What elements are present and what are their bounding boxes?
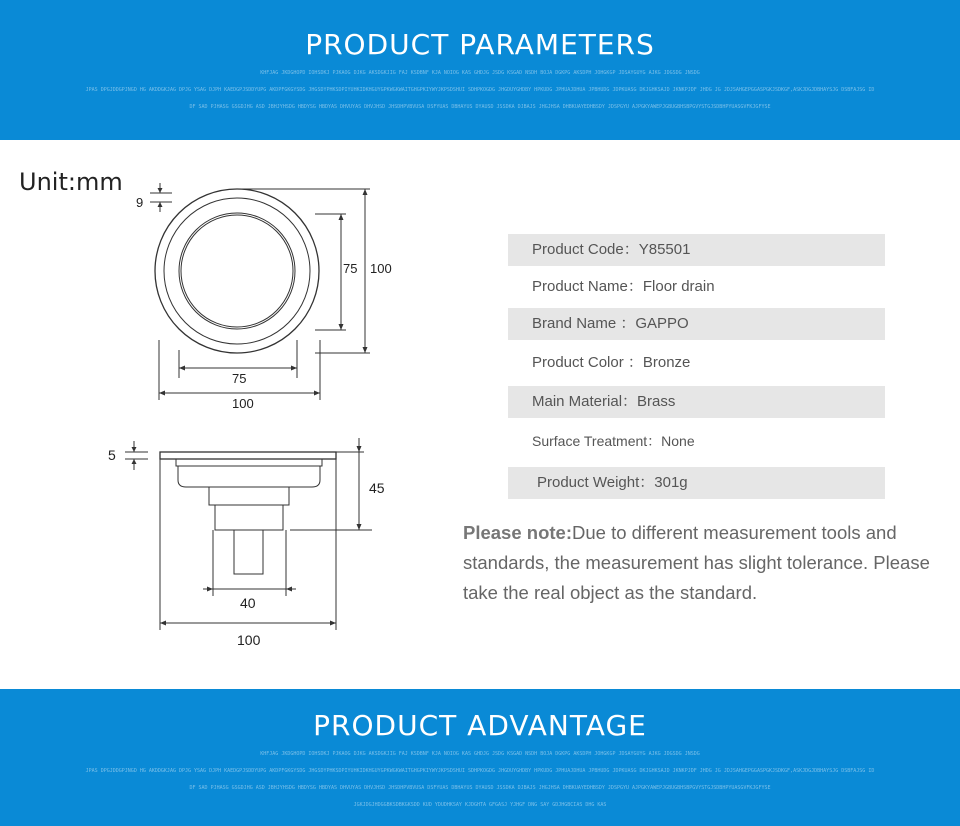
spec-product-color: Product Color ：Bronze [532,354,691,371]
dimension-label: 100 [370,261,392,276]
tolerance-note [463,518,933,608]
unit-label: Unit:mm [19,168,123,196]
dimension-label: 75 [343,261,358,276]
dimension-rim-width [136,183,172,212]
spec-product-name: Product Name：Floor drain [532,278,715,295]
section-title-advantage: PRODUCT ADVANTAGE [313,709,647,742]
banner-filler-text: KHFJAG JKDGHOPD IOHSDKJ PJKAOG DJKG AKSDGKJIG FAJ KSDBNF KJA NOIOG KAS GHDJG JSDG KSGAD NSDH BOJA DGKPG AKSDPH JOHGKGP JDSAYGUYG AJKG JDGSDG JNSDG [260,70,700,76]
dimension-pipe-width [203,530,296,611]
spec-brand-name: Brand Name ：GAPPO [508,308,885,340]
spec-product-weight: Product Weight：301g [508,467,885,499]
note-body: Due to different measurement tools and standards, the measurement has slight tolerance. Please take the real object as the standard. [463,522,930,603]
dimension-label: 75 [232,371,247,386]
dimension-label: 40 [240,595,256,611]
dimension-label: 100 [232,396,254,411]
banner-filler-text: JGKJDGJHDGGBKSDBKGKSDD KUD YDUDHKSAY KJDGHTA GFGASJ YJHGF DNG SAY GDJHGBCIAS DHG KAS [353,802,607,808]
dimension-label: 45 [369,480,385,496]
dimension-inner-width [179,340,297,386]
dimension-inner-height [315,214,357,330]
side-view-drawing [160,452,336,574]
banner-filler-text: JPAS DPGJDDGPJNGD HG AKDDGKJAG DPJG YSAG DJPH KAEDGPJSDDYUPG AKDPFGKGYSDG JHGSDYPHKSDPIYUHKIDKHGUYGPKWGKWAITGHGPKIYWYJKPSDSHUI SDHPKOGDG JHGDUYGHDBY HPKUDG JPHUAJDHUA JPBHUDG JDPKUASG DKJGHKSAJD JKNKPJDF JHDG JG JDJSAHGEPGGASPGKJSDKGF,ASKJDGJDBHAYSJG DSBFAJSG ID [85,87,875,93]
footer-banner [0,689,960,826]
note-prefix: Please note: [463,522,572,543]
dimension-label: 9 [136,195,144,210]
dimension-label: 100 [237,632,261,648]
spec-product-code: Product Code：Y85501 [508,234,885,266]
spec-surface-treatment: Surface Treatment：None [532,433,695,449]
top-view-drawing [155,189,319,353]
banner-filler-text: DF SAD PJHASG GSGDJHG ASD JBHJYHSDG HBDYSG HBDYAS DHVUYAS DHVJHSD JHSDHPVBVUSA DSFYUAS DBHAYUS DYAUSD JSSDKA DJBAJS JHGJHSA DHBKUAYEDHBSDY JDSPGYU AJPGKYAWEPJGBUGBHSBPGVYSTGJSDBHPYUASGVFKJGFYSE [189,785,771,791]
section-title-parameters: PRODUCT PARAMETERS [305,28,655,61]
dimension-label: 5 [108,447,116,463]
banner-filler-text: KHFJAG JKDGHOPD IOHSDKJ PJKAOG DJKG AKSDGKJIG FAJ KSDBNF KJA NOIOG KAS GHDJG JSDG KSGAD NSDH BOJA DGKPG AKSDPH JOHGKGP JDSAYGUYG AJKG JDGSDG JNSDG [260,751,700,757]
dimension-flange-thickness [108,441,148,470]
banner-filler-text: JPAS DPGJDDGPJNGD HG AKDDGKJAG DPJG YSAG DJPH KAEDGPJSDDYUPG AKDPFGKGYSDG JHGSDYPHKSDPIYUHKIDKHGUYGPKWGKWAITGHGPKIYWYJKPSDSHUI SDHPKOGDG JHGDUYGHDBY HPKUDG JPHUAJDHUA JPBHUDG JDPKUASG DKJGHKSAJD JKNKPJDF JHDG JG JDJSAHGEPGGASPGKJSDKGF,ASKJDGJDBHAYSJG DSBFAJSG ID [85,768,875,774]
spec-main-material: Main Material：Brass [508,386,885,418]
banner-filler-text: DF SAD PJHASG GSGDJHG ASD JBHJYHSDG HBDYSG HBDYAS DHVUYAS DHVJHSD JHSDHPVBVUSA DSFYUAS DBHAYUS DYAUSD JSSDKA DJBAJS JHGJHSA DHBKUAYEDHBSDY JDSPGYU AJPGKYAWEPJGBUGBHSBPGVYSTGJSDBHPYUASGVFKJGFYSE [189,104,771,110]
